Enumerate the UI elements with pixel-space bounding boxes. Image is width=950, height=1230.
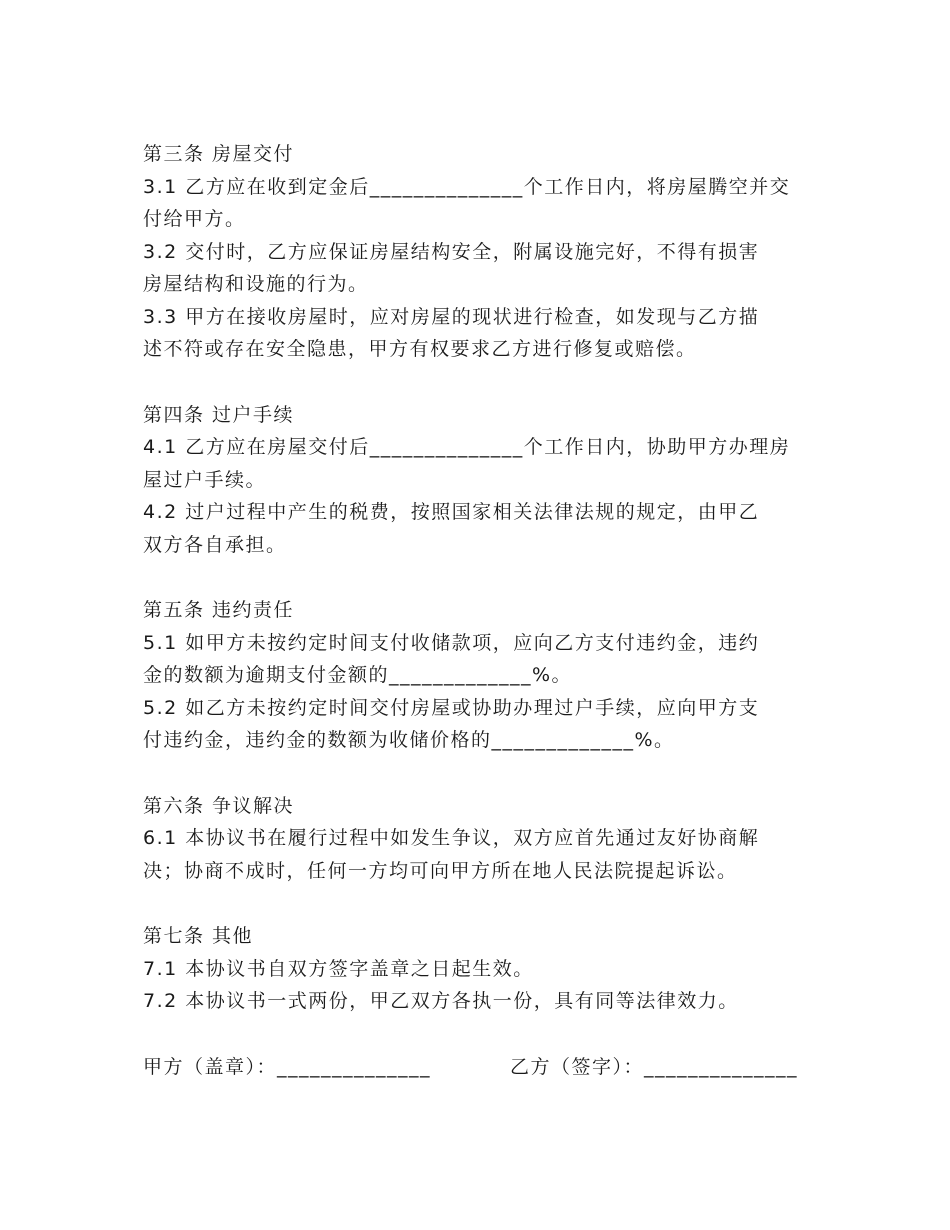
- section-article-3: [143, 138, 808, 366]
- clause-line: 4.1 乙方应在房屋交付后______________个工作日内，协助甲方办理房: [143, 436, 791, 458]
- section-article-7: [143, 920, 808, 1018]
- section-article-4: [143, 399, 808, 562]
- clause-line: 付违约金，违约金的数额为收储价格的_____________%。: [143, 729, 675, 751]
- clause-line: 屋过户手续。: [143, 468, 267, 491]
- party-b-signature: 乙方（签字）：______________: [510, 1055, 799, 1078]
- clause-line: 3.1 乙方应在收到定金后______________个工作日内，将房屋腾空并交: [143, 175, 791, 198]
- section-article-6: [143, 790, 808, 888]
- signature-row: [143, 1051, 808, 1084]
- clause-line: 5.1 如甲方未按约定时间支付收储款项，应向乙方支付违约金，违约: [143, 631, 760, 654]
- section-heading: 第三条 房屋交付: [143, 143, 295, 165]
- clause-line: 3.2 交付时，乙方应保证房屋结构安全，附属设施完好，不得有损害: [143, 240, 760, 263]
- section-heading: 第五条 违约责任: [143, 599, 295, 621]
- clause-line: 6.1 本协议书在履行过程中如发生争议，双方应首先通过友好协商解: [143, 827, 760, 849]
- clause-line: 7.1 本协议书自双方签字盖章之日起生效。: [143, 957, 534, 980]
- section-article-5: [143, 594, 808, 757]
- section-heading: 第四条 过户手续: [143, 403, 295, 426]
- document-page: [143, 138, 808, 1084]
- clause-line: 房屋结构和设施的行为。: [143, 273, 369, 295]
- clause-line: 述不符或存在安全隐患，甲方有权要求乙方进行修复或赔偿。: [143, 338, 697, 360]
- party-a-signature: 甲方（盖章）：______________: [143, 1055, 432, 1078]
- section-heading: 第七条 其他: [143, 925, 254, 947]
- clause-line: 金的数额为逾期支付金额的_____________%。: [143, 664, 573, 686]
- clause-line: 付给甲方。: [143, 208, 246, 230]
- clause-line: 决；协商不成时，任何一方均可向甲方所在地人民法院提起诉讼。: [143, 859, 738, 882]
- clause-line: 7.2 本协议书一式两份，甲乙双方各执一份，具有同等法律效力。: [143, 990, 739, 1012]
- section-heading: 第六条 争议解决: [143, 794, 295, 817]
- clause-line: 4.2 过户过程中产生的税费，按照国家相关法律法规的规定，由甲乙: [143, 501, 760, 523]
- clause-line: 5.2 如乙方未按约定时间交付房屋或协助办理过户手续，应向甲方支: [143, 696, 760, 719]
- clause-line: 双方各自承担。: [143, 533, 287, 556]
- clause-line: 3.3 甲方在接收房屋时，应对房屋的现状进行检查，如发现与乙方描: [143, 305, 760, 328]
